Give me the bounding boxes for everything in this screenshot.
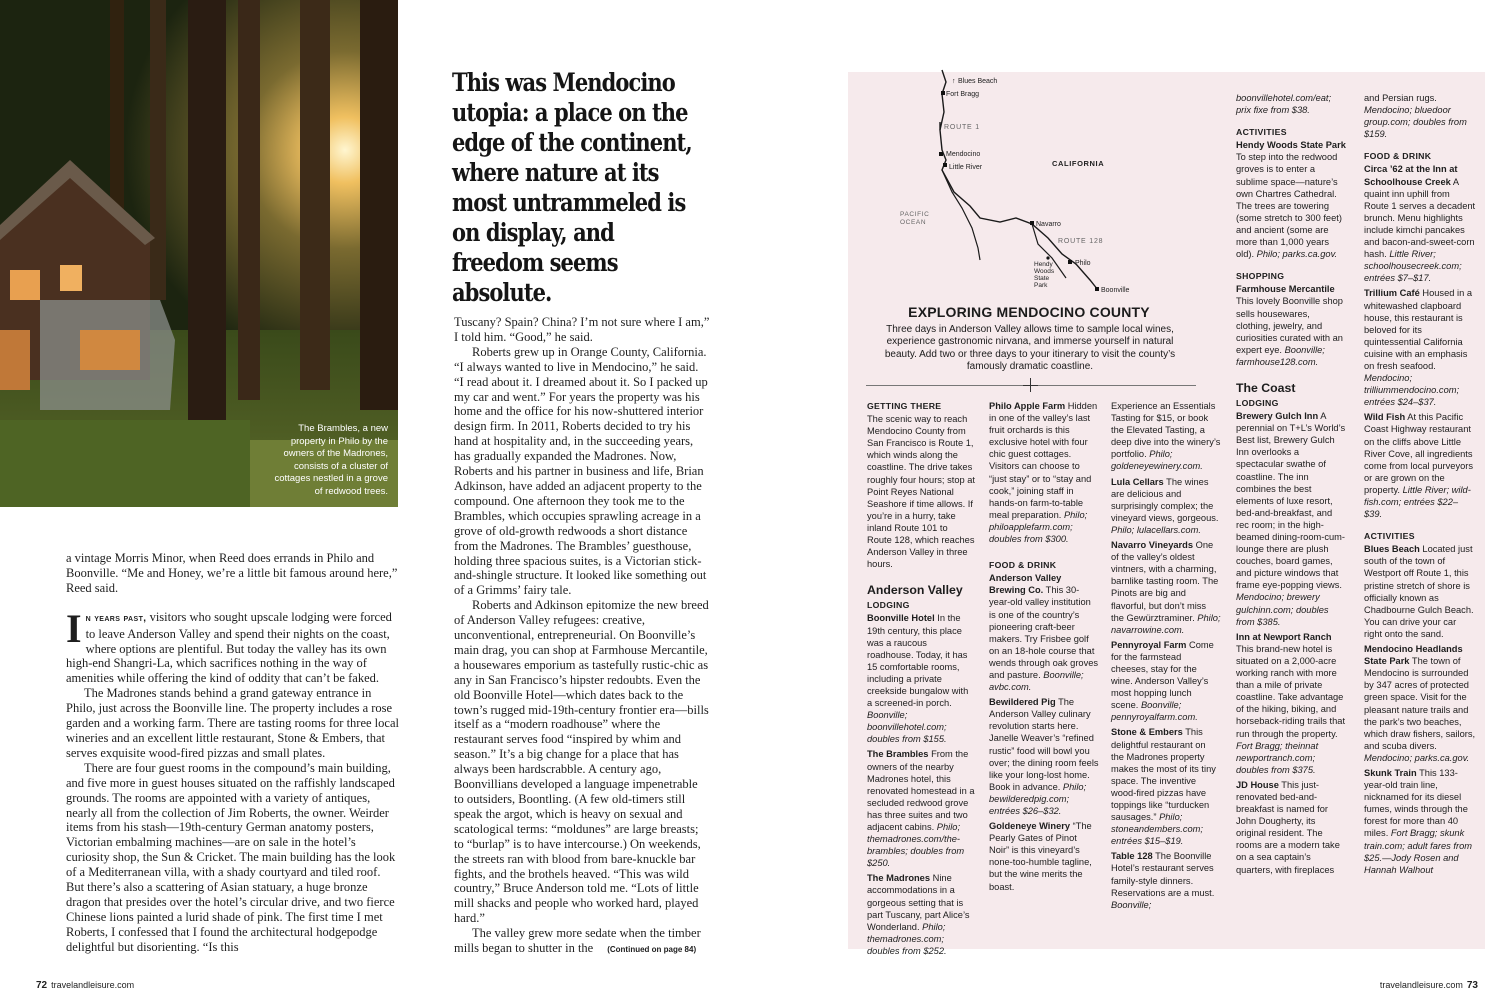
guide-column-1 [867, 400, 975, 960]
guide-entry: Trillium Café Housed in a whitewashed clapboard house, this restaurant is beloved for its quintessential California cuisine with an emphasis on fresh seafood. Mendocino; trilliummendocino.com; entrées $24–$37. [1364, 288, 1472, 408]
lead-in: n years past, [85, 612, 147, 624]
guide-entry: and Persian rugs. Mendocino; bluedoor group.com; doubles from $159. [1364, 93, 1467, 140]
article-paragraph: Tuscany? Spain? China? I’m not sure where I am,” I told him. “Good,” he said. [454, 315, 710, 344]
section-heading: GETTING THERE [867, 401, 942, 411]
region-heading: The Coast [1236, 380, 1296, 395]
map-label-blues-beach: Blues Beach [958, 78, 998, 85]
map-label-woods: Woods [1034, 268, 1055, 275]
guide-entry: JD House This just-renovated bed-and-breakfast is named for John Dougherty, its original resident. The rooms are a modern take on a sea captain’s quarters, with fireplaces [1236, 779, 1340, 875]
page-number: 72 [36, 980, 48, 991]
article-column-2 [454, 315, 710, 958]
map-label-state: State [1034, 275, 1050, 282]
pull-quote: This was Mendocino utopia: a place on the edge of the continent, where nature at its most untrammeled is on display, and freedom seems absolute. [452, 68, 692, 307]
folio-right [1380, 980, 1478, 991]
article-paragraph: The valley grew more sedate when the timber mills began to shutter in the (Continued on page 84) [454, 926, 701, 956]
plus-divider-icon [1023, 385, 1038, 386]
folio-left [36, 980, 134, 991]
guide-entry: Mendocino Headlands State Park The town of Mendocino is surrounded by 347 acres of protected green space. Visit for the pleasant nature trails and the park’s two beaches, which draw fishers, sailors, and scuba divers. Mendocino; parks.ca.gov. [1364, 644, 1476, 763]
guide-entry: boonvillehotel.com/eat; prix fixe from $38. [1236, 93, 1332, 116]
guide-entry: The Brambles From the owners of the nearby Madrones hotel, this renovated homestead in a secluded redwood grove has three suites and two adjacent cabins. Philo; themadrones.com/the-brambles; doubles from $250. [867, 749, 975, 869]
article-paragraph: The Madrones stands behind a grand gateway entrance in Philo, just across the Boonville line. The property includes a rose garden and a working farm. There are tasting rooms for three local wineries and an excellent little restaurant, Stone & Embers, that serves exquisite wood-fired pizzas and small plates. [66, 686, 399, 760]
guide-entry: Experience an Essentials Tasting for $15, or book the Elevated Tasting, a deep dive into the winery’s portfolio. Philo; goldeneyewinery.com. [1111, 401, 1221, 472]
guide-entry: Pennyroyal Farm Come for the farmstead cheeses, stay for the wine. Anderson Valley’s most hopping lunch scene. Boonville; pennyroyalfarm.com. [1111, 639, 1214, 723]
guide-entry: Hendy Woods State Park To step into the redwood groves is to enter a sublime space—nature’s own Chartres Cathedral. The trees are towering (some stretch to 300 feet) and ancient (some are more than 1,000 years old). Philo; parks.ca.gov. [1236, 140, 1346, 260]
guide-entry: Navarro Vineyards One of the valley’s oldest vintners, with a charming, barnlike tasting room. The Pinots are big and flavorful, but don’t miss the Gewürztraminer. Philo; navarrowine.com. [1111, 540, 1221, 635]
map-label-ocean: OCEAN [900, 219, 927, 226]
map-label-pacific: PACIFIC [900, 211, 930, 218]
article-paragraph: There are four guest rooms in the compound’s main building, and five more in guest houses situated on the raffishly landscaped grounds. The rooms are appointed with a variety of antiques, nearly all from the collection of Jim Roberts, the owner. Weirder items from his stash—19th-century German anatomy posters, Victorian embalming machines—are on sale in the hotel’s curiosity shop, the Sun & Cricket. The main building has the look of a Mediterranean villa, with a shady courtyard and tiled roof. But there’s also a scattering of Asian statuary, a huge bronze dragon that presides over the hotel’s circular drive, and two fierce Chinese lions painted a lurid shade of pink. The first time I met Roberts, I confessed that I found the architectural hodgepodge delightful but disorienting. “Is this [66, 760, 396, 954]
guide-entry: Circa ’62 at the Inn at Schoolhouse Creek A quaint inn uphill from Route 1 serves a decadent brunch. Menu highlights include kimchi pancakes and bacon-and-sweet-corn hash. Little River; schoolhousecreek.com; entrées $7–$17. [1364, 164, 1476, 284]
cottage-photo [0, 0, 398, 507]
guide-entry: Boonville Hotel In the 19th century, this place was a raucous roadhouse. Today, it has 15 comfortable rooms, including a private creekside bungalow with a screened-in porch. Boonville; boonvillehotel.com; doubles from $155. [867, 613, 969, 745]
guide-entry: Brewery Gulch Inn A perennial on T+L’s World’s Best list, Brewery Gulch Inn overlooks a spectacular swathe of coastline. The inn combines the best elements of luxe resort, bed-and-breakfast, and rec room; in the high-beamed dining-room-cum-lounge there are plush couches, board games, and picture windows that frame eye-popping views. Mendocino; brewery gulchinn.com; doubles from $385. [1236, 411, 1346, 627]
guide-column-4 [1236, 92, 1346, 879]
guide-entry: Farmhouse Mercantile This lovely Boonville shop sells housewares, clothing, jewelry, and curiosities curated with an expert eye. Boonville; farmhouse128.com. [1236, 284, 1343, 367]
guide-column-2 [989, 400, 1099, 896]
map-arrow-icon: ↑ [952, 78, 956, 85]
section-heading: LODGING [1236, 397, 1279, 408]
section-heading: SHOPPING [1236, 271, 1285, 282]
guide-entry: Wild Fish At this Pacific Coast Highway restaurant on the cliffs above Little River Cove, all ingredients come from local purveyors or are grown on the property. Little River; wild-fish.com; entrées $22–$39. [1364, 412, 1474, 520]
site-link[interactable]: travelandleisure.com [1379, 980, 1463, 990]
sidebar-intro: Three days in Anderson Valley allows time to sample local wines, experience gastronomic nirvana, and immerse yourself in natural beauty. Add two or three days to your itinerary to visit the county’s famously dramatic coastline. [884, 324, 1176, 373]
map-label-route128: ROUTE 128 [1058, 238, 1104, 245]
guide-entry: Goldeneye Winery “The Pearly Gates of Pinot Noir” is this vineyard’s none-too-humble tagline, but the wine merits the boast. [989, 821, 1092, 892]
guide-entry: Lula Cellars The wines are delicious and surprisingly complex; the vineyard views, gorgeous. Philo; lulacellars.com. [1111, 476, 1219, 535]
drop-cap: I [66, 605, 82, 651]
section-heading: FOOD & DRINK [989, 560, 1057, 571]
map-label-hendy: Hendy [1034, 261, 1053, 268]
page-number: 73 [1466, 980, 1478, 991]
guide-entry: The Madrones Nine accommodations in a gorgeous setting that is part Tuscany, part Alice’s Wonderland. Philo; themadrones.com; doubles from $252. [867, 873, 970, 956]
section-heading: ACTIVITIES [1236, 127, 1287, 138]
continued-jump[interactable]: (Continued on page 84) [607, 945, 697, 955]
guide-entry: Philo Apple Farm Hidden in one of the valley’s last fruit orchards is this exclusive hotel with four chic guest cottages. Visitors can choose to “just stay” or to “stay and cook,” joining staff in hands-on farm-to-table meal preparation. Philo; philoapplefarm.com; doubles from $300. [989, 401, 1098, 545]
article-column-1 [66, 551, 399, 955]
guide-entry: Bewildered Pig The Anderson Valley culinary revolution starts here. Janelle Weaver’s “refined rustic” food will bowl you over; the dining room feels like your long-lost home. Book in advance. Philo; bewilderedpig.com; entrées $26–$32. [989, 697, 1099, 816]
map-label-boonville: Boonville [1101, 287, 1130, 294]
guide-entry: Skunk Train This 133-year-old train line, nicknamed for its diesel fumes, winds through the forest for more than 40 miles. Fort Bragg; skunk train.com; adult fares from $25.—Jody Rosen and Hannah Walhout [1364, 767, 1472, 875]
article-paragraph: In years past, visitors who sought upscale lodging were forced to leave Anderson Valley and spend their nights on the coast, where options are plentiful. But today the valley has its own high-end Shangri-La, which sacrifices nothing in the way of amenities while offering the kind of oddity that can’t be faked. [66, 605, 392, 686]
map-label-little-river: Little River [949, 164, 983, 171]
map-label-fort-bragg: Fort Bragg [946, 91, 980, 98]
sidebar-title: EXPLORING MENDOCINO COUNTY [908, 304, 1150, 320]
guide-entry: Table 128 The Boonville Hotel’s restaurant serves family-style dinners. Reservations are a must. Boonville; [1111, 851, 1215, 910]
article-paragraph: Roberts grew up in Orange County, California. “I always wanted to live in Mendocino,” he said. “I read about it. I dreamed about it. So I packed up my car and went.” For years the property was his home and the office for his now-shuttered interior design firm. In 2011, Roberts decided to try his hand at hospitality and, in the succeeding years, has gradually expanded the Madrones. Now, Roberts and his partner in business and life, Brian Adkinson, have added an adjacent property to the compound. One afternoon they took me to the Brambles, which occupies sprawling acreage in a grove of old-growth redwoods a short distance from the Madrones. The Brambles’ guesthouse, holding three spacious suites, is a Victorian stick-and-shingle structure. It looked like something out of a Grimms’ fairy tale. [454, 344, 708, 598]
guide-entry: Anderson Valley Brewing Co. This 30-year-old valley institution is one of the country’s pioneering craft-beer makers. Try Frisbee golf on an 18-hole course that wends through oak groves and pasture. Boonville; avbc.com. [989, 573, 1099, 693]
guide-entry: The scenic way to reach Mendocino County from San Francisco is Route 1, which winds along the coastline. The drive takes roughly four hours; stop at Point Reyes National Seashore if time allows. If you’re in a hurry, take inland Route 101 to Route 128, which reaches Anderson Valley in three hours. [867, 414, 976, 570]
region-heading: Anderson Valley [867, 583, 963, 598]
guide-entry: Blues Beach Located just south of the town of Westport off Route 1, this pristine stretch of shore is officially known as Chadbourne Gulch Beach. You can drive your car right onto the sand. [1364, 544, 1474, 639]
guide-column-5 [1364, 92, 1476, 879]
map-label-navarro: Navarro [1036, 221, 1061, 228]
map-label-mendocino: Mendocino [946, 151, 981, 158]
map-label-park: Park [1034, 282, 1048, 289]
guide-entry: Inn at Newport Ranch This brand-new hotel is situated on a 2,000-acre working ranch with more than a mile of private coastline. Take advantage of the hiking, biking, and horseback-riding trails that run through the property. Fort Bragg; theinnat newportranch.com; doubles from $375. [1236, 631, 1346, 775]
map-label-california: CALIFORNIA [1052, 159, 1105, 168]
section-heading: ACTIVITIES [1364, 531, 1415, 542]
section-heading: FOOD & DRINK [1364, 151, 1432, 162]
site-link[interactable]: travelandleisure.com [51, 980, 135, 990]
guide-entry: Stone & Embers This delightful restaurant on the Madrones property makes the most of its tiny space. The inventive wood-fired pizzas have toppings like “turducken sausages.” Philo; stoneandembers.com; entrées $15–$19. [1111, 727, 1216, 847]
guide-column-3 [1111, 400, 1221, 914]
section-heading: LODGING [867, 600, 910, 611]
article-paragraph: a vintage Morris Minor, when Reed does errands in Philo and Boonville. “Me and Honey, we’re a little bit famous around here,” Reed said. [66, 551, 398, 595]
article-paragraph: Roberts and Adkinson epitomize the new breed of Anderson Valley refugees: creative, unconventional, entrepreneurial. On Boonville’s main drag, you can shop at Farmhouse Mercantile, a housewares emporium as tastefully rustic-chic as any in San Francisco’s hipster redoubts. Even the old Boonville Hotel—which dates back to the town’s rugged mid-19th-century frontier era—bills itself as a “modern roadhouse” where the restaurant serves food “inspired by whim and season.” It’s a big change for a place that has always been hardscrabble. A century ago, Boonvillians developed a language impenetrable to outsiders, Boontling. (A few old-timers still speak the argot, which is heavy on sexual and scatological terms: “moldunes” are large breasts; to “burlap” is to have intercourse.) On weekends, the streets ran with blood from bare-knuckle bar fights, and the brothels heaved. “This was wild country,” Bruce Anderson told me. “Lots of little mill shacks and people who worked hard, played hard.” [454, 598, 709, 926]
photo-caption: The Brambles, a new property in Philo by the owners of the Madrones, consists of a cluster of cottages nestled in a grove of redwood trees. [274, 423, 388, 497]
map-label-philo: Philo [1075, 260, 1091, 267]
mendocino-map [870, 68, 1230, 308]
map-label-route1: ROUTE 1 [944, 124, 980, 131]
